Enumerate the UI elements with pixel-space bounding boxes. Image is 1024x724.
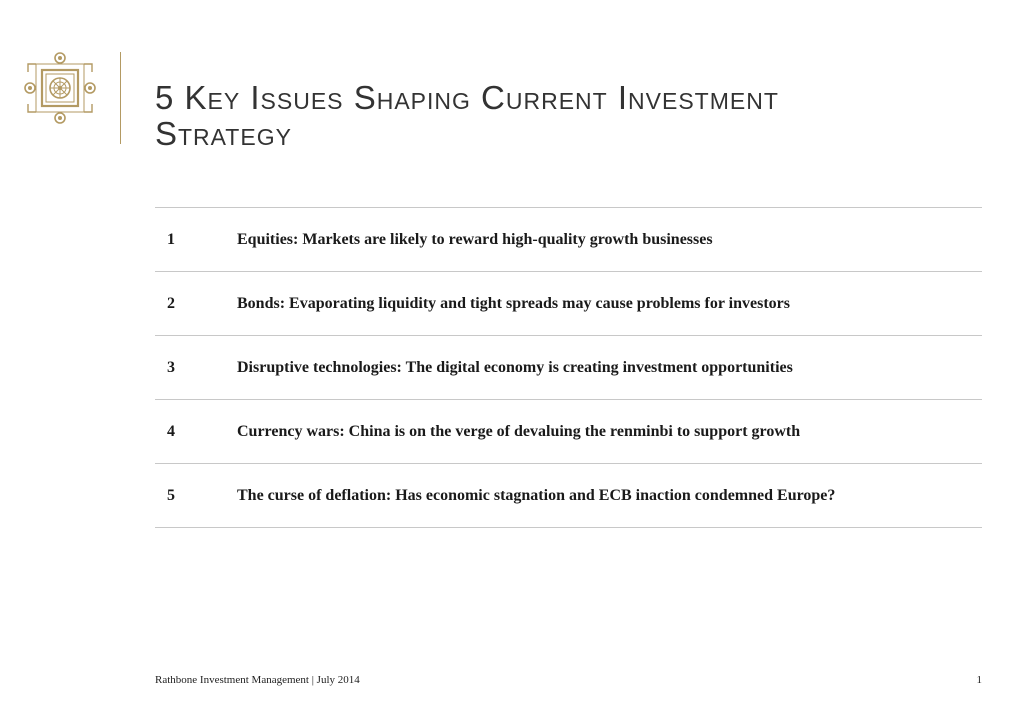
issue-number: 1 [167,230,175,248]
page-number: 1 [976,674,982,686]
issue-text: Disruptive technologies: The digital economy is creating investment opportunities [237,358,793,376]
issue-number: 4 [167,422,175,440]
issue-text: Equities: Markets are likely to reward high-quality growth businesses [237,230,713,248]
issue-text: Currency wars: China is on the verge of devaluing the renminbi to support growth [237,422,801,440]
ornamental-seal-icon [22,50,98,126]
footer-source: Rathbone Investment Management | July 2014 [155,674,360,686]
list-item [155,208,982,272]
header-divider [120,52,121,144]
list-item [155,400,982,464]
issue-number: 5 [167,486,175,504]
issue-number: 2 [167,294,175,312]
issues-list [155,207,982,528]
issue-number: 3 [167,358,175,376]
list-item [155,336,982,400]
issue-text: The curse of deflation: Has economic stagnation and ECB inaction condemned Europe? [237,486,836,504]
list-item [155,272,982,336]
page-title: 5 Key Issues Shaping Current Investment Strategy [155,79,779,152]
issue-text: Bonds: Evaporating liquidity and tight spreads may cause problems for investors [237,294,790,312]
list-item [155,464,982,528]
